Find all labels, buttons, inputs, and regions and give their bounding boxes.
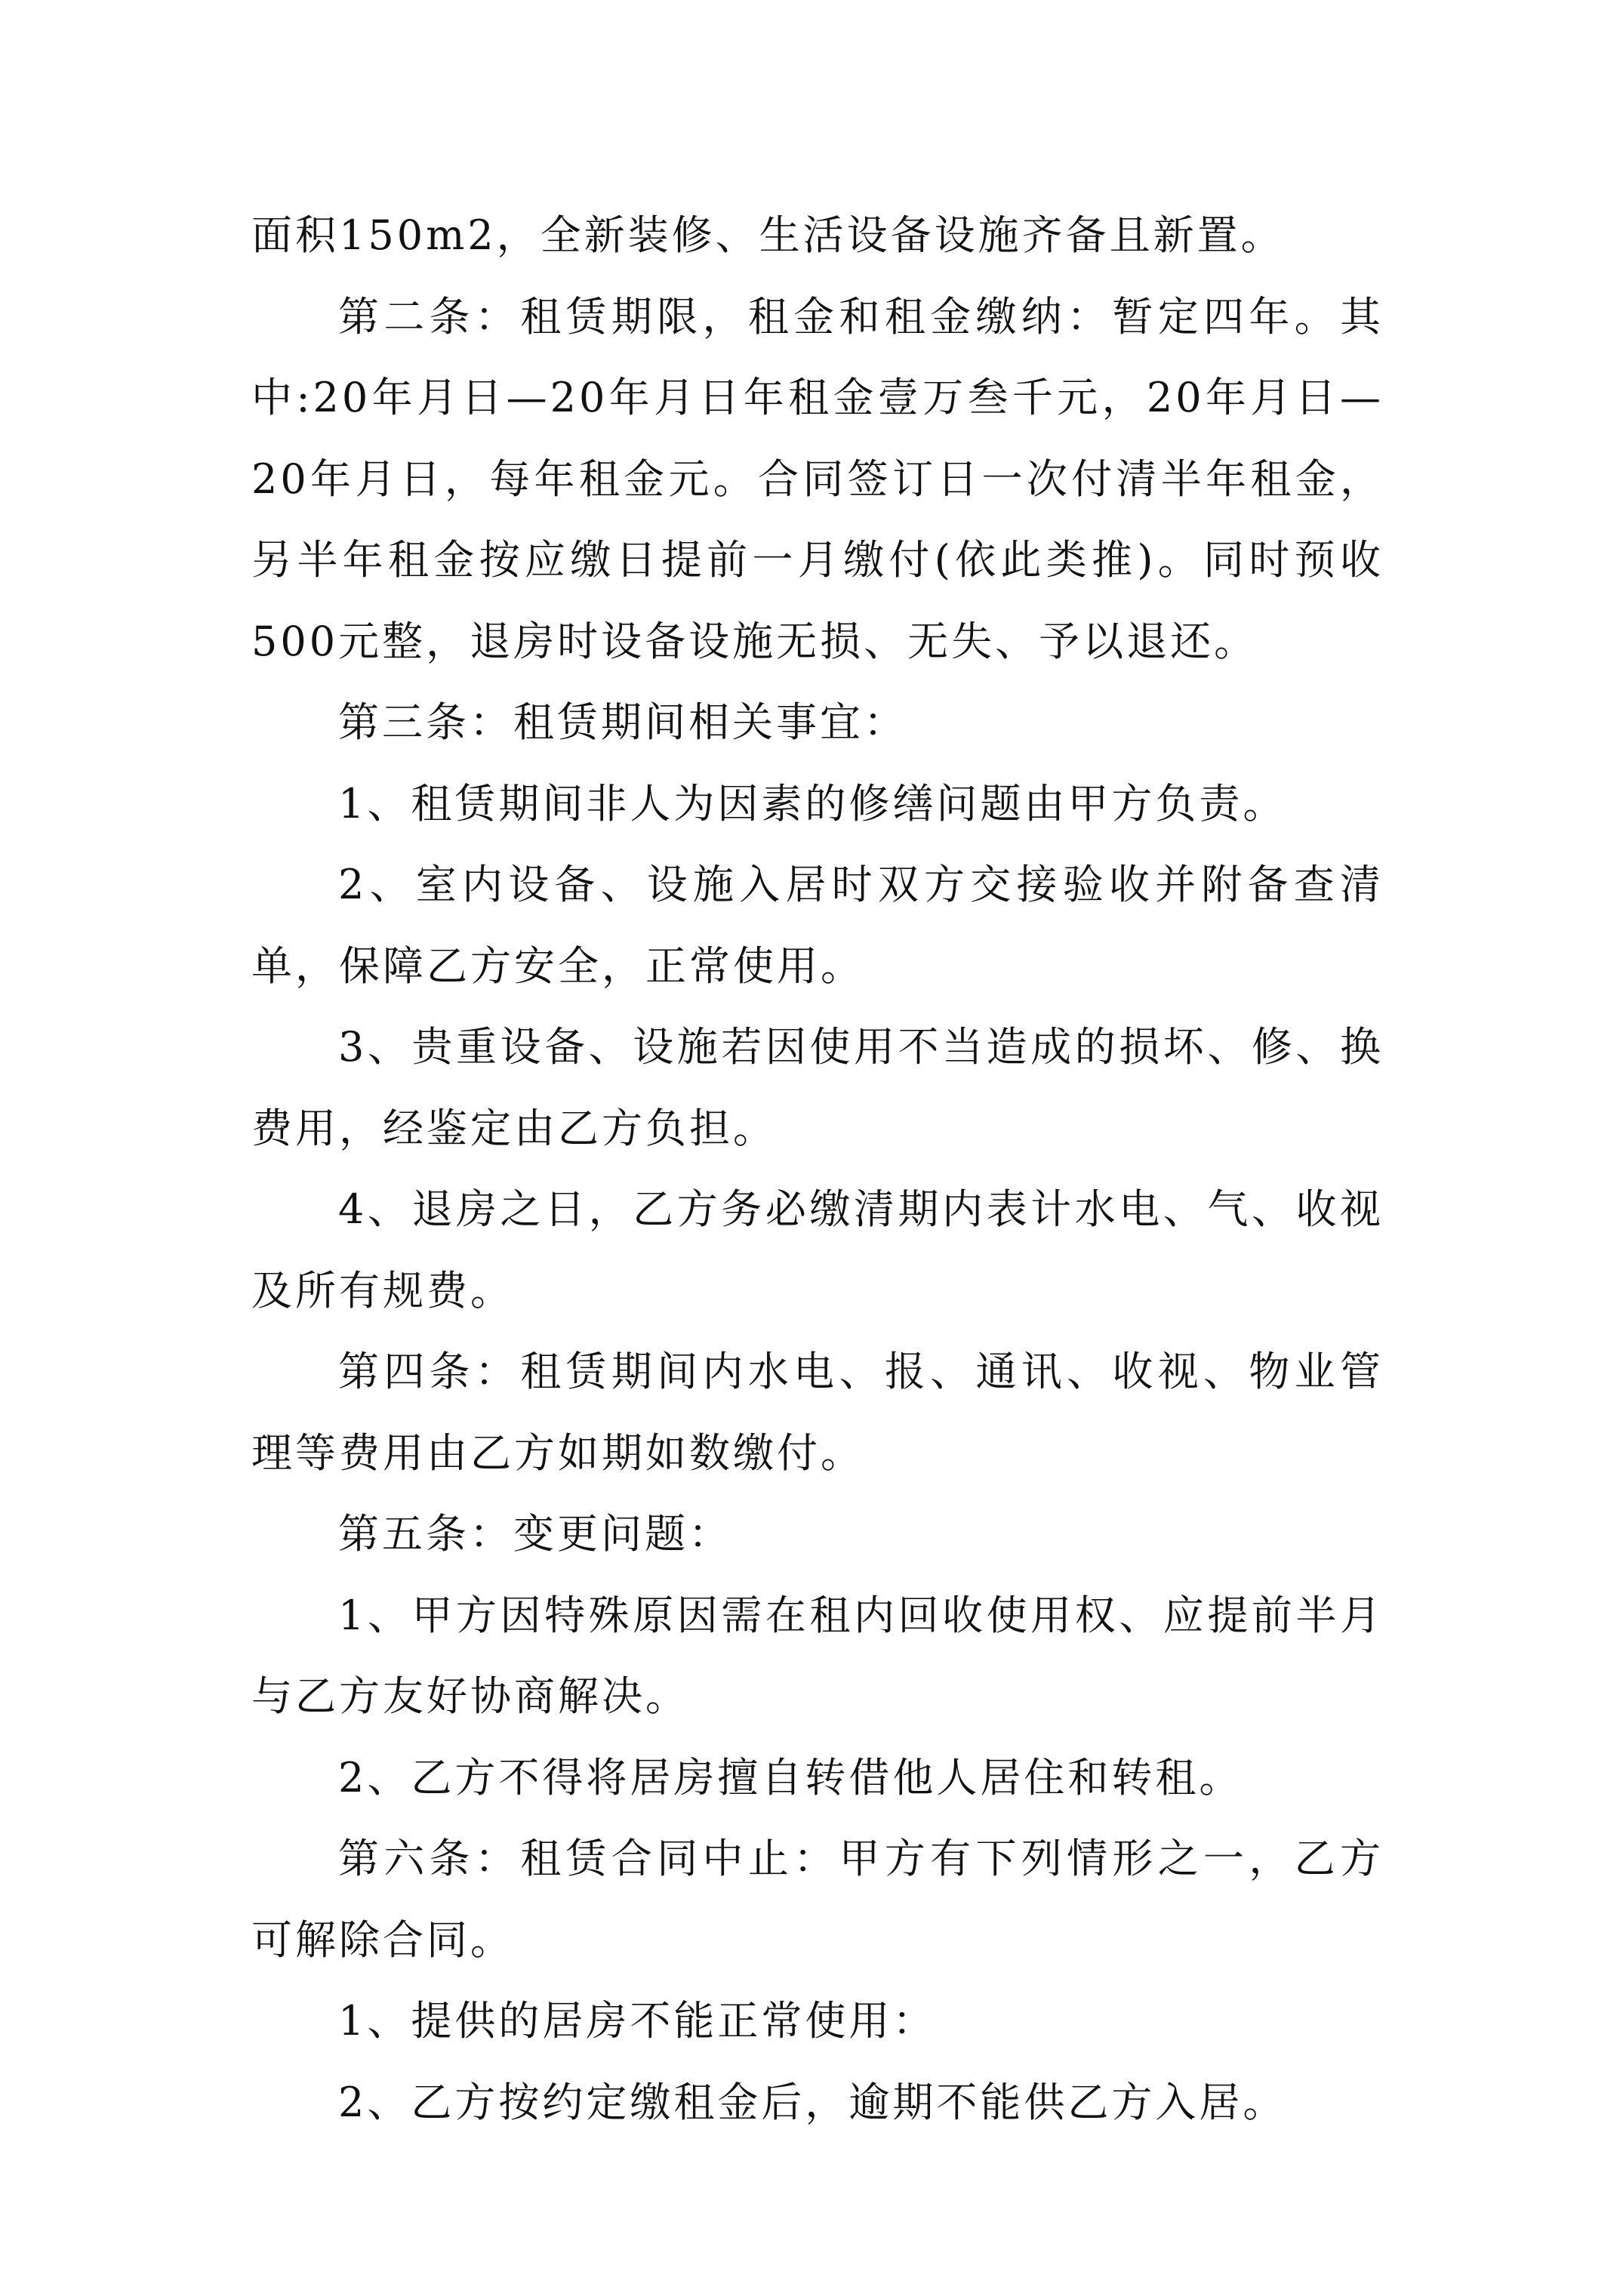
paragraph-area-description: 面积150m2，全新装修、生活设备设施齐备且新置。 <box>251 211 1285 259</box>
paragraph-article-3-item-1: 1、租赁期间非人为因素的修缮问题由甲方负责。 <box>338 779 1287 827</box>
paragraph-article-3-item-4: 4、退房之日，乙方务必缴清期内表计水电、气、收视及所有规费。 <box>251 1185 1384 1314</box>
paragraph-article-6-heading: 第六条：租赁合同中止：甲方有下列情形之一，乙方可解除合同。 <box>251 1835 1384 1964</box>
paragraph-article-5-item-1: 1、甲方因特殊原因需在租内回收使用权、应提前半月与乙方友好协商解决。 <box>251 1591 1384 1720</box>
paragraph-article-3-item-3: 3、贵重设备、设施若因使用不当造成的损坏、修、换费用，经鉴定由乙方负担。 <box>251 1023 1384 1152</box>
paragraph-article-5-heading: 第五条：变更问题： <box>338 1510 732 1558</box>
paragraph-article-6-item-2: 2、乙方按约定缴租金后，逾期不能供乙方入居。 <box>338 2078 1287 2126</box>
paragraph-article-2-lease-term: 第二条：租赁期限，租金和租金缴纳：暂定四年。其中:20年月日—20年月日年租金壹万叁千元，20年月日—20年月日，每年租金元。合同签订日一次付清半年租金，另半年租金按应缴日提前一月缴付(依此类推)。同时预收500元整，退房时设备设施无损、无失、予以退还。 <box>251 292 1384 665</box>
paragraph-article-4: 第四条：租赁期间内水电、报、通讯、收视、物业管理等费用由乙方如期如数缴付。 <box>251 1348 1384 1477</box>
paragraph-article-3-item-2: 2、室内设备、设施入居时双方交接验收并附备查清单，保障乙方安全，正常使用。 <box>251 861 1384 990</box>
document-body <box>251 195 1384 2143</box>
paragraph-article-5-item-2: 2、乙方不得将居房擅自转借他人居住和转租。 <box>338 1753 1243 1801</box>
paragraph-article-3-heading: 第三条：租赁期间相关事宜： <box>338 698 907 746</box>
paragraph-article-6-item-1: 1、提供的居房不能正常使用： <box>338 1997 937 2045</box>
